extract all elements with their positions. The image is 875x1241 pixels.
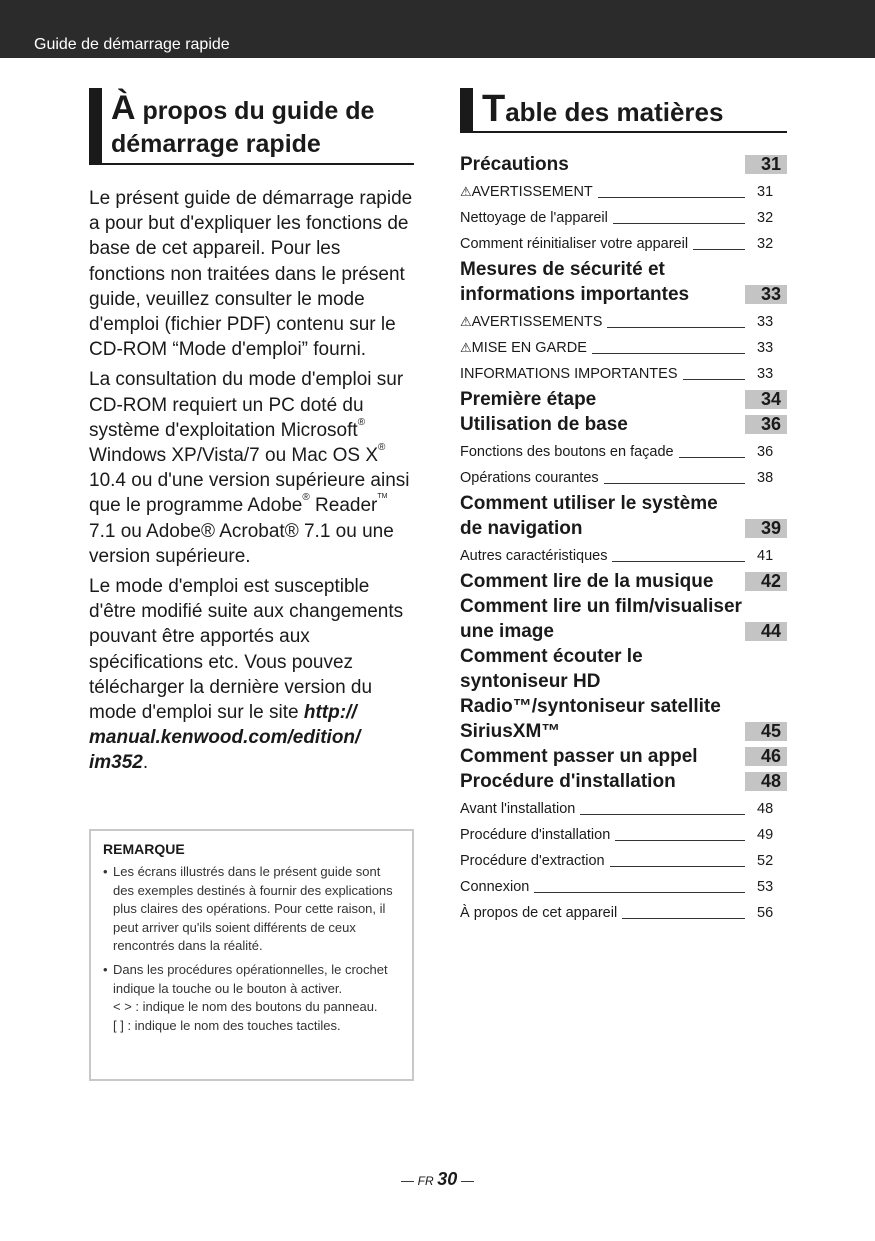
toc-section-header[interactable] — [460, 644, 787, 744]
leader-line — [612, 561, 745, 562]
page-number: 30 — [437, 1169, 458, 1189]
toc-entry-title: ⚠AVERTISSEMENTS — [460, 314, 603, 330]
toc-section-page: 42 — [745, 572, 787, 591]
toc-section-header[interactable] — [460, 594, 787, 644]
toc-section-title: Première étape — [460, 389, 597, 410]
toc-entry-title: Comment réinitialiser votre appareil — [460, 236, 689, 252]
toc-entry[interactable] — [460, 309, 787, 335]
about-paragraph-2: La consultation du mode d'emploi sur CD-ROM requiert un PC doté du système d'exploitation Microsoft® Windows XP/Vista/7 ou Mac OS X® 10.4 ou d'une version supérieure ainsi que le programme Adobe® Reader™ 7.1 ou Adobe® Acrobat® 7.1 ou une version supérieure. — [89, 369, 410, 567]
toc-section — [460, 257, 787, 387]
toc-entry-page: 32 — [757, 210, 774, 226]
toc-entry-page: 49 — [757, 827, 774, 843]
toc-entry-page: 33 — [757, 314, 774, 330]
remark-item: • Dans les procédures opérationnelles, le crochet indique la touche ou le bouton à activer. < > : indique le nom des boutons du panneau. [ ] : indique le nom des touches tactiles. — [103, 961, 400, 1035]
guide-title: Guide de démarrage rapide — [34, 36, 230, 53]
toc-entry-page: 41 — [757, 548, 774, 564]
toc-entry-page: 53 — [757, 879, 774, 895]
toc-entry[interactable] — [460, 874, 787, 900]
toc-entry[interactable] — [460, 900, 787, 926]
leader-line — [580, 814, 745, 815]
toc-entry-page: 48 — [757, 801, 774, 817]
toc-section-header[interactable] — [460, 769, 787, 794]
toc-entry-page: 38 — [757, 470, 774, 486]
toc-section-header[interactable] — [460, 257, 787, 307]
toc-entry-title: INFORMATIONS IMPORTANTES — [460, 366, 678, 382]
toc-entry-page: 33 — [757, 340, 774, 356]
toc-section-title: Comment utiliser le système de navigation — [460, 493, 718, 539]
leader-line — [679, 457, 745, 458]
toc-section-title: Procédure d'installation — [460, 771, 676, 792]
warning-icon: ⚠ — [460, 184, 472, 199]
remark-title: REMARQUE — [103, 841, 185, 857]
toc-section-page: 44 — [745, 622, 787, 641]
toc-section-header[interactable] — [460, 412, 787, 437]
header-bar — [0, 0, 875, 58]
toc-section-page: 33 — [745, 285, 787, 304]
toc-section-page: 48 — [745, 772, 787, 791]
toc-section — [460, 769, 787, 926]
toc-section — [460, 152, 787, 257]
toc-entry-page: 36 — [757, 444, 774, 460]
toc-section-page: 46 — [745, 747, 787, 766]
leader-line — [598, 197, 745, 198]
heading-bar — [89, 88, 102, 163]
toc-entry[interactable] — [460, 848, 787, 874]
toc-entry-title: Fonctions des boutons en façade — [460, 444, 674, 460]
toc-entry-page: 31 — [757, 184, 774, 200]
toc-entry-title: Connexion — [460, 879, 530, 895]
toc-entry[interactable] — [460, 205, 787, 231]
toc-entry[interactable] — [460, 822, 787, 848]
toc-entry-page: 32 — [757, 236, 774, 252]
toc-entry-title: Procédure d'installation — [460, 827, 611, 843]
leader-line — [683, 379, 745, 380]
remark-touch-note: [ ] : indique le nom des touches tactiles. — [113, 1017, 341, 1033]
about-section — [89, 88, 414, 781]
about-paragraph-1: Le présent guide de démarrage rapide a pour but d'expliquer les fonctions de base de cet appareil. Pour les fonctions non traitées dans le présent guide, veuillez consulter le mode d'emploi (fichier PDF) contenu sur le CD-ROM “Mode d'emploi” fourni. — [89, 188, 413, 361]
toc-section — [460, 644, 787, 744]
toc-section-header[interactable] — [460, 387, 787, 412]
about-heading — [89, 88, 414, 165]
toc-section-header[interactable] — [460, 744, 787, 769]
toc-section — [460, 387, 787, 412]
toc-section-page: 34 — [745, 390, 787, 409]
toc-entry-title: À propos de cet appareil — [460, 905, 618, 921]
leader-line — [604, 483, 745, 484]
leader-line — [534, 892, 745, 893]
about-body — [89, 186, 419, 776]
about-title: À propos du guide de démarrage rapide — [111, 89, 375, 158]
toc-heading-block — [460, 88, 787, 133]
toc-section-title: Précautions — [460, 154, 569, 175]
toc-section-title: Mesures de sécurité et informations importantes — [460, 259, 690, 305]
toc-title: Table des matières — [482, 88, 724, 130]
remark-item: • Les écrans illustrés dans le présent guide sont des exemples destinés à fournir des explications plus claires des opérations. Pour cette raison, il peut arriver qu'ils soient différents de ceux rencontrés dans la réalité. — [103, 863, 400, 956]
remark-box — [89, 829, 414, 1081]
toc-section-title: Comment écouter le syntoniseur HD Radio™/syntoniseur satellite SiriusXM™ — [460, 646, 721, 742]
footer-lang: FR — [417, 1174, 434, 1188]
toc-section-page: 45 — [745, 722, 787, 741]
toc-entry[interactable] — [460, 179, 787, 205]
remark-list — [103, 863, 400, 1035]
toc-entry-title: Avant l'installation — [460, 801, 576, 817]
toc-section-header[interactable] — [460, 569, 787, 594]
toc-entry[interactable] — [460, 465, 787, 491]
leader-line — [622, 918, 745, 919]
leader-line — [615, 840, 745, 841]
toc-section-title: Comment lire un film/visualiser une image — [460, 596, 742, 642]
leader-line — [693, 249, 745, 250]
toc-entry[interactable] — [460, 361, 787, 387]
manual-link[interactable]: http:// manual.kenwood.com/edition/ im352 — [89, 702, 361, 774]
toc-entry-title: ⚠AVERTISSEMENT — [460, 184, 593, 200]
toc-section-page: 31 — [745, 155, 787, 174]
toc-entry-title: Procédure d'extraction — [460, 853, 605, 869]
toc-section — [460, 569, 787, 594]
toc-section — [460, 744, 787, 769]
toc-entry[interactable] — [460, 439, 787, 465]
toc-entry-title: ⚠MISE EN GARDE — [460, 340, 587, 356]
toc-section — [460, 594, 787, 644]
leader-line — [607, 327, 745, 328]
toc-section — [460, 491, 787, 569]
toc-section — [460, 412, 787, 491]
toc-entry-page: 33 — [757, 366, 774, 382]
toc-entry[interactable] — [460, 335, 787, 361]
toc-entry[interactable] — [460, 796, 787, 822]
warning-icon: ⚠ — [460, 314, 472, 329]
toc-entry-title: Nettoyage de l'appareil — [460, 210, 608, 226]
toc-section-page: 39 — [745, 519, 787, 538]
toc-entry-title: Autres caractéristiques — [460, 548, 608, 564]
heading-bar — [460, 88, 473, 131]
toc-section-header[interactable] — [460, 491, 787, 541]
toc-entry[interactable] — [460, 231, 787, 257]
toc-entry-page: 56 — [757, 905, 774, 921]
toc-entry-page: 52 — [757, 853, 774, 869]
toc-heading — [460, 88, 787, 133]
toc-section-title: Comment passer un appel — [460, 746, 698, 767]
toc-entry[interactable] — [460, 543, 787, 569]
table-of-contents — [460, 152, 787, 926]
toc-section-header[interactable] — [460, 152, 787, 177]
leader-line — [592, 353, 745, 354]
about-paragraph-3: Le mode d'emploi est susceptible d'être modifié suite aux changements pouvant être apportés aux spécifications etc. Vous pouvez télécharger la dernière version du mode d'emploi sur le site http:// manual.kenwood.com/edition/ im352. — [89, 576, 404, 774]
page-footer: — FR 30 — — [401, 1169, 474, 1189]
toc-section-title: Comment lire de la musique — [460, 571, 714, 592]
leader-line — [610, 866, 745, 867]
toc-entry-title: Opérations courantes — [460, 470, 599, 486]
warning-icon: ⚠ — [460, 340, 472, 355]
toc-section-title: Utilisation de base — [460, 414, 628, 435]
toc-section-page: 36 — [745, 415, 787, 434]
remark-panel-note: < > : indique le nom des boutons du panneau. — [113, 999, 378, 1015]
leader-line — [613, 223, 745, 224]
